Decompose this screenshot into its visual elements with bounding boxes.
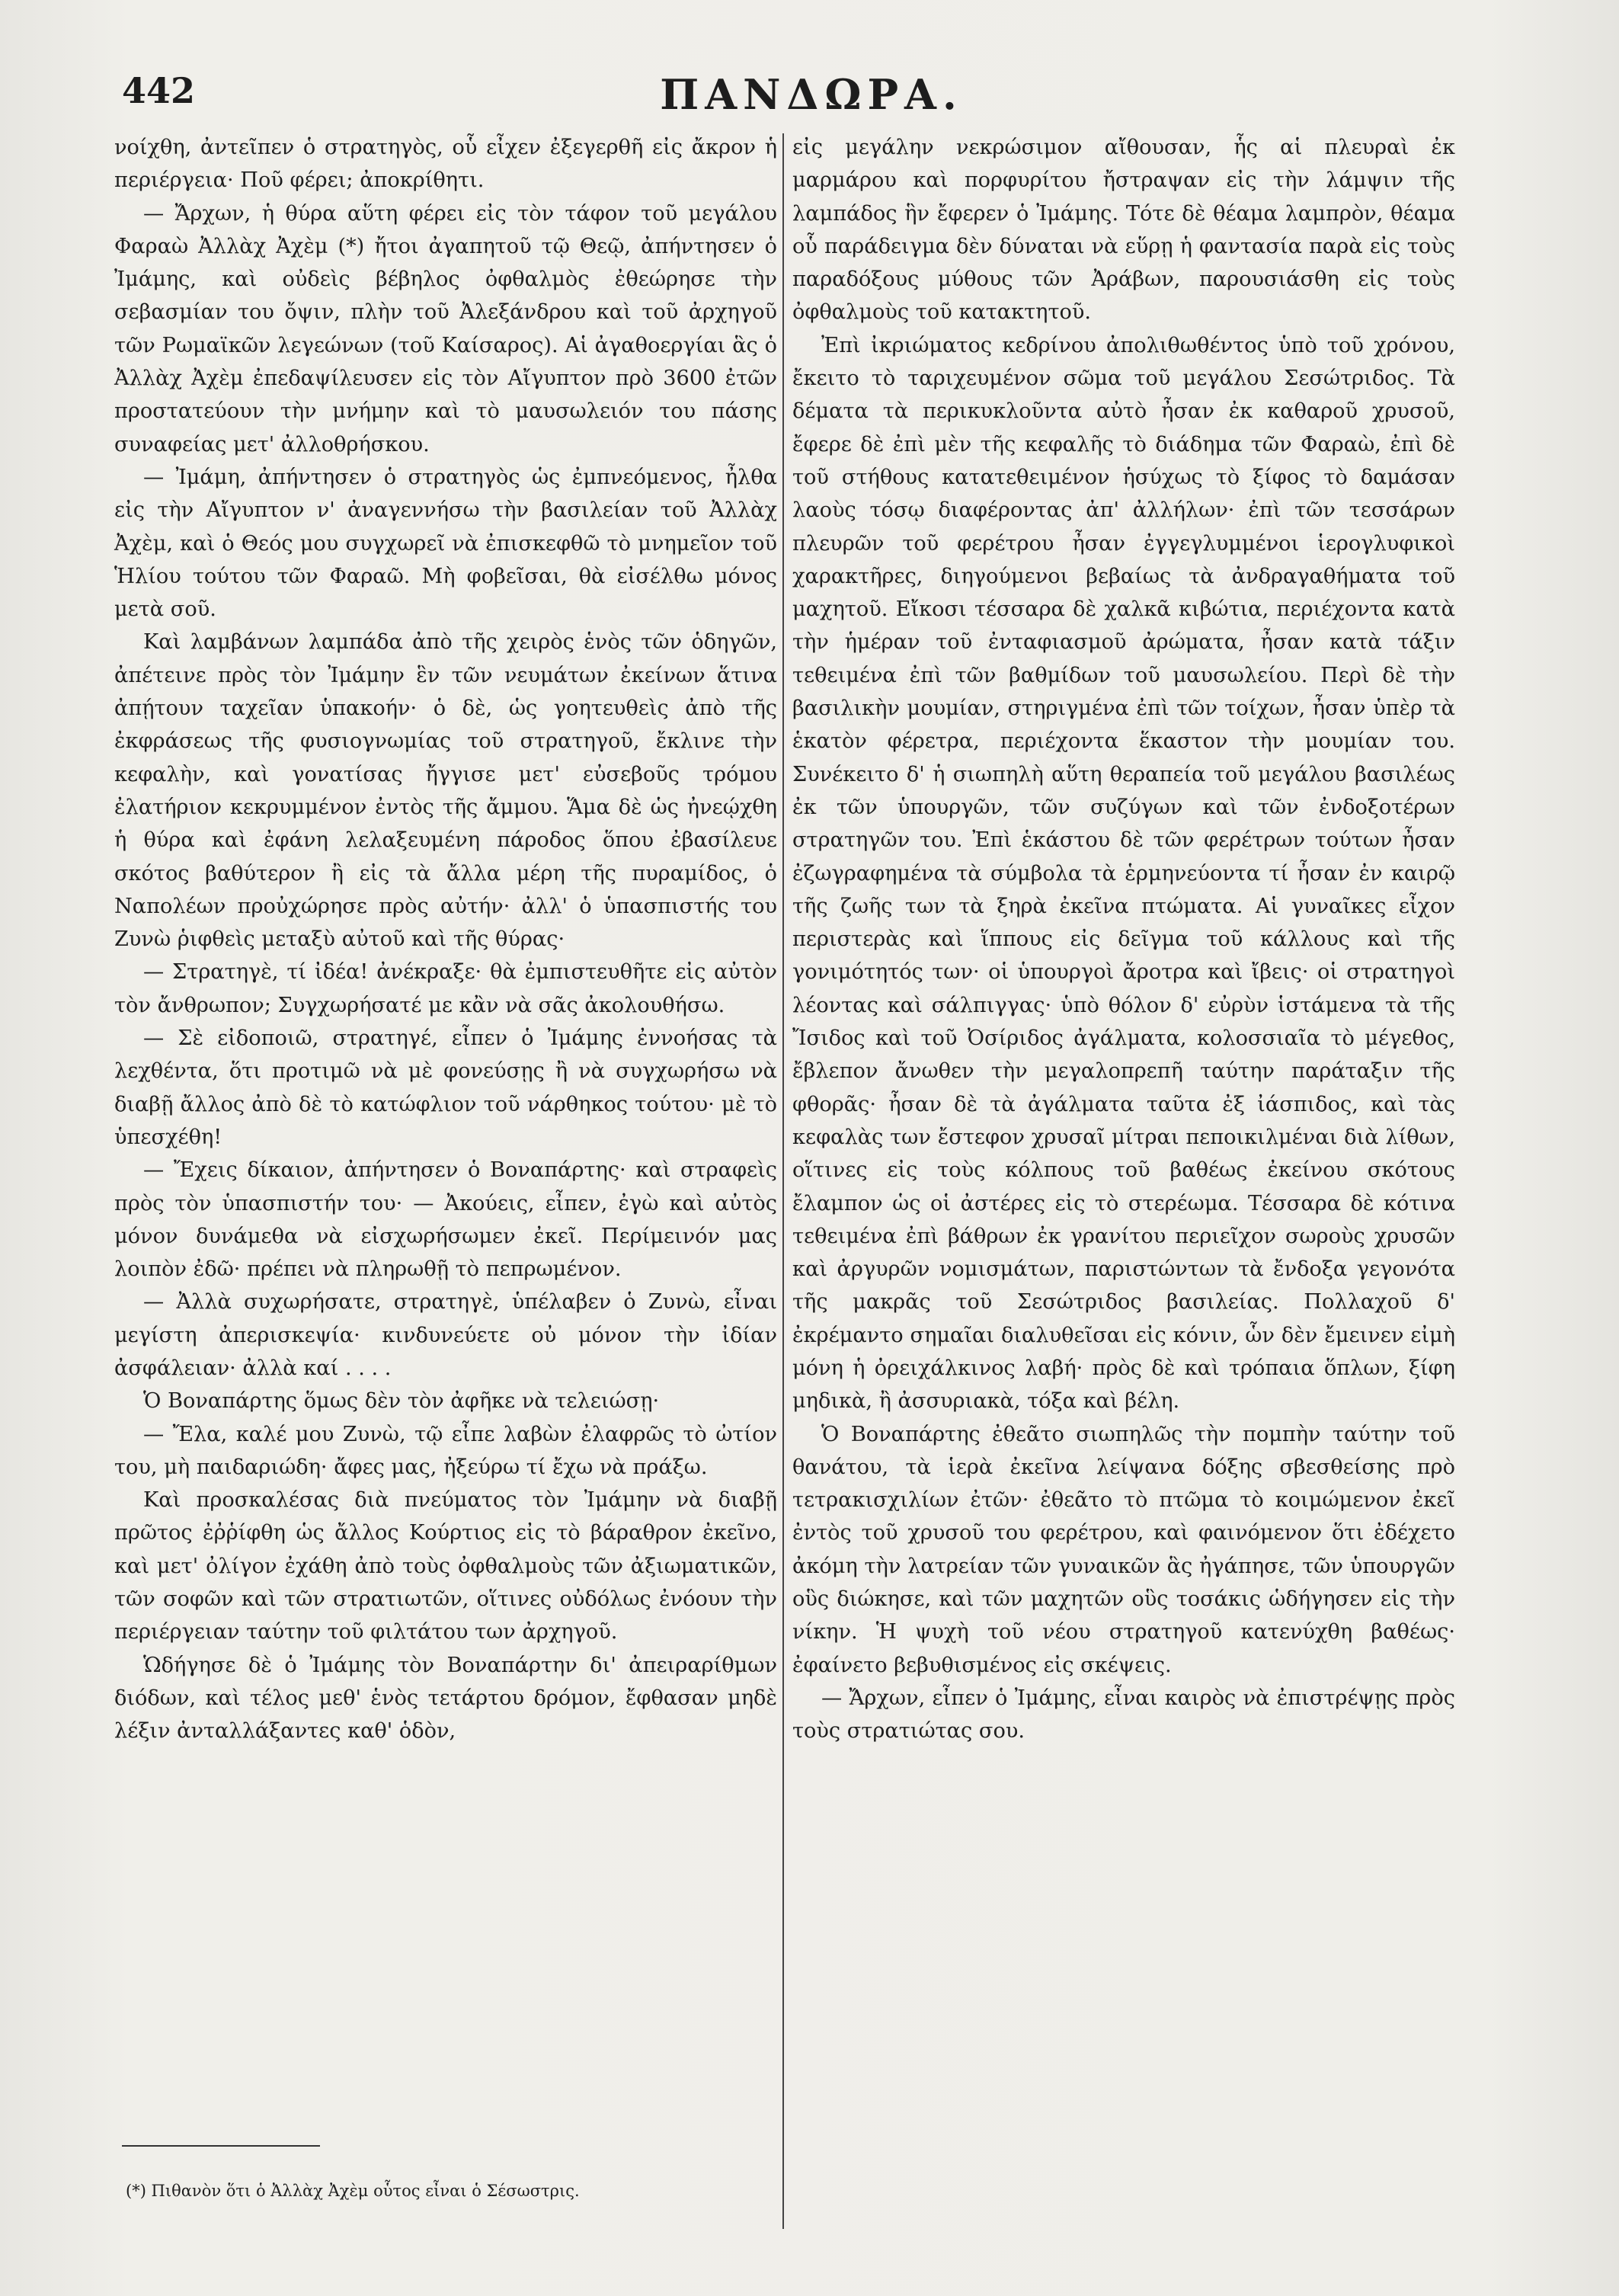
paragraph: — Στρατηγὲ, τί ἰδέα! ἀνέκραξε· θὰ ἐμπιστευθῆτε εἰς αὐτὸν τὸν ἄνθρωπον; Συγχωρήσατέ με κἂν νὰ σᾶς ἀκολουθήσω.: [114, 960, 777, 1017]
page-number: 442: [122, 70, 196, 111]
paragraph: Ὁ Βοναπάρτης ἐθεᾶτο σιωπηλῶς τὴν πομπὴν ταύτην τοῦ θανάτου, τὰ ἱερὰ ἐκεῖνα λείψανα δόξης σβεσθείσης πρὸ τετρακισχιλίων ἐτῶν· ἐθεᾶτο τὸ πτῶμα τὸ κοιμώμενον ἐκεῖ ἐντὸς τοῦ χρυσοῦ του φερέτρου, καὶ φαινόμενον ὅτι ἐδέχετο ἀκόμη τὴν λατρείαν τῶν γυναικῶν ἃς ἠγάπησε, τῶν ὑπουργῶν οὓς διώκησε, καὶ τῶν μαχητῶν οὓς τοσάκις ὡδήγησεν εἰς τὴν νίκην. Ἡ ψυχὴ τοῦ νέου στρατηγοῦ κατενύχθη βαθέως· ἐφαίνετο βεβυθισμένος εἰς σκέψεις.: [792, 1422, 1455, 1677]
column-divider: [782, 133, 784, 2229]
footnote-rule: [122, 2145, 320, 2147]
paragraph: Ὁ Βοναπάρτης ὅμως δὲν τὸν ἀφῆκε νὰ τελειώσῃ·: [143, 1389, 660, 1414]
paragraph: Ὡδήγησε δὲ ὁ Ἰμάμης τὸν Βοναπάρτην δι' ἀπειραρίθμων διόδων, καὶ τέλος μεθ' ἑνὸς τετάρτου δρόμον, ἔφθασαν μηδὲ λέξιν ἀνταλλάξαντες καθ' ὁδὸν,: [114, 1653, 777, 1744]
paragraph: — Σὲ εἰδοποιῶ, στρατηγέ, εἶπεν ὁ Ἰμάμης ἐννοήσας τὰ λεχθέντα, ὅτι προτιμῶ νὰ μὲ φονεύσῃς ἢ νὰ συγχωρήσω νὰ διαβῇ ἄλλος ἀπὸ δὲ τὸ κατώφλιον τοῦ νάρθηκος τούτου· μὲ τὸ ὑπεσχέθη!: [114, 1026, 777, 1149]
paragraph-continued: νοίχθη, ἀντεῖπεν ὁ στρατηγὸς, οὗ εἶχεν ἐξεγερθῆ εἰς ἄκρον ἡ περιέργεια· Ποῦ φέρει; ἀποκρίθητι.: [114, 136, 777, 193]
paragraph: Καὶ προσκαλέσας διὰ πνεύματος τὸν Ἰμάμην νὰ διαβῇ πρῶτος ἐῤῥίφθη ὡς ἄλλος Κούρτιος εἰς τὸ βάραθρον ἐκεῖνο, καὶ μετ' ὀλίγον ἐχάθη ἀπὸ τοὺς ὀφθαλμοὺς τῶν ἀξιωματικῶν, τῶν σοφῶν καὶ τῶν στρατιωτῶν, οἵτινες οὐδόλως ἐνόουν τὴν περιέργειαν ταύτην τοῦ φιλτάτου των ἀρχηγοῦ.: [114, 1488, 777, 1644]
paragraph: — Ἄρχων, εἶπεν ὁ Ἰμάμης, εἶναι καιρὸς νὰ ἐπιστρέψῃς πρὸς τοὺς στρατιώτας σου.: [792, 1686, 1455, 1744]
paragraph: — Ἰμάμη, ἀπήντησεν ὁ στρατηγὸς ὡς ἐμπνεόμενος, ἦλθα εἰς τὴν Αἴγυπτον ν' ἀναγεννήσω τὴν βασιλείαν τοῦ Ἀλλὰχ Ἀχὲμ, καὶ ὁ Θεός μου συγχωρεῖ νὰ ἐπισκεφθῶ τὸ μνημεῖον τοῦ Ἡλίου τούτου τῶν Φαραῶ. Μὴ φοβεῖσαι, θὰ εἰσέλθω μόνος μετὰ σοῦ.: [114, 465, 777, 622]
footnote: (*) Πιθανὸν ὅτι ὁ Ἀλλὰχ Ἀχὲμ οὗτος εἶναι ὁ Σέσωστρις.: [126, 2182, 580, 2200]
paragraph: Καὶ λαμβάνων λαμπάδα ἀπὸ τῆς χειρὸς ἑνὸς τῶν ὁδηγῶν, ἀπέτεινε πρὸς τὸν Ἰμάμην ἓν τῶν νευμάτων ἐκείνων ἅτινα ἀπῄτουν ταχεῖαν ὑπακοήν· ὁ δὲ, ὡς γοητευθεὶς ἀπὸ τῆς ἐκφράσεως τῆς φυσιογνωμίας τοῦ στρατηγοῦ, ἔκλινε τὴν κεφαλὴν, καὶ γονατίσας ἤγγισε μετ' εὐσεβοῦς τρόμου ἐλατήριον κεκρυμμένον ἐντὸς τῆς ἄμμου. Ἅμα δὲ ὡς ἠνεῴχθη ἡ θύρα καὶ ἐφάνη λελαξευμένη πάροδος ὅπου ἐβασίλευε σκότος βαθύτερον ἢ εἰς τὰ ἄλλα μέρη τῆς πυραμίδος, ὁ Ναπολέων προὐχώρησε πρὸς αὐτήν· ἀλλ' ὁ ὑπασπιστής του Ζυνὼ ῥιφθεὶς μεταξὺ αὐτοῦ καὶ τῆς θύρας·: [114, 630, 777, 952]
left-column: [114, 131, 777, 1748]
page-header: [114, 70, 1509, 123]
paragraph: Ἐπὶ ἰκριώματος κεδρίνου ἀπολιθωθέντος ὑπὸ τοῦ χρόνου, ἔκειτο τὸ ταριχευμένον σῶμα τοῦ μεγάλου Σεσώτριδος. Τὰ δέματα τὰ περικυκλοῦντα αὐτὸ ἦσαν ἐκ καθαροῦ χρυσοῦ, ἔφερε δὲ ἐπὶ μὲν τῆς κεφαλῆς τὸ διάδημα τῶν Φαραὼ, ἐπὶ δὲ τοῦ στήθους κατατεθειμένον ἡσύχως τὸ ξίφος τὸ δαμάσαν λαοὺς τόσῳ διαφέροντας ἀπ' ἀλλήλων· ἐπὶ τῶν τεσσάρων πλευρῶν τοῦ φερέτρου ἦσαν ἐγγεγλυμμένοι ἱερογλυφικοὶ χαρακτῆρες, διηγούμενοι βεβαίως τὰ ἀνδραγαθήματα τοῦ μαχητοῦ. Εἴκοσι τέσσαρα δὲ χαλκᾶ κιβώτια, περιέχοντα κατὰ τὴν ἡμέραν τοῦ ἐνταφιασμοῦ ἀρώματα, ἦσαν κατὰ τάξιν τεθειμένα ἐπὶ τῶν βαθμίδων τοῦ μαυσωλείου. Περὶ δὲ τὴν βασιλικὴν μουμίαν, στηριγμένα ἐπὶ τῶν τοίχων, ἦσαν ὑπὲρ τὰ ἑκατὸν φέρετρα, περιέχοντα ἕκαστον τὴν μουμίαν του. Συνέκειτο δ' ἡ σιωπηλὴ αὕτη θεραπεία τοῦ μεγάλου βασιλέως ἐκ τῶν ὑπουργῶν, τῶν συζύγων καὶ τῶν ἐνδοξοτέρων στρατηγῶν του. Ἐπὶ ἑκάστου δὲ τῶν φερέτρων τούτων ἦσαν ἐζωγραφημένα τὰ σύμβολα τὰ ἑρμηνεύοντα τί ἦσαν ἐν καιρῷ τῆς ζωῆς των τὰ ξηρὰ ἐκεῖνα πτώματα. Αἱ γυναῖκες εἶχον περιστερὰς καὶ ἵππους εἰς δεῖγμα τοῦ κάλλους καὶ τῆς γονιμότητός των· οἱ ὑπουργοὶ ἄροτρα καὶ ἴβεις· οἱ στρατηγοὶ λέοντας καὶ σάλπιγγας· ὑπὸ θόλον δ' εὐρὺν ἱστάμενα τὰ τῆς Ἴσιδος καὶ τοῦ Ὀσίριδος ἀγάλματα, κολοσσιαῖα τὸ μέγεθος, ἔβλεπον ἄνωθεν τὴν μεγαλοπρεπῆ ταύτην παράταξιν τῆς φθορᾶς· ἦσαν δὲ τὰ ἀγάλματα ταῦτα ἐξ ἰάσπιδος, καὶ τὰς κεφαλὰς των ἔστεφον χρυσαῖ μίτραι πεποικιλμέναι διὰ λίθων, οἵτινες εἰς τοὺς κόλπους τοῦ βαθέως ἐκείνου σκότους ἔλαμπον ὡς οἱ ἀστέρες εἰς τὸ στερέωμα. Τέσσαρα δὲ κότινα τεθειμένα ἐπὶ βάθρων ἐκ γρανίτου περιεῖχον σωροὺς χρυσῶν καὶ ἀργυρῶν νομισμάτων, παριστώντων τὰ ἔνδοξα γεγονότα τῆς μακρᾶς τοῦ Σεσώτριδος βασιλείας. Πολλαχοῦ δ' ἐκρέμαντο σημαῖαι διαλυθεῖσαι εἰς κόνιν, ὧν δὲν ἔμεινεν εἰμὴ μόνη ἡ ὀρειχάλκινος λαβή· πρὸς δὲ καὶ τρόπαια ὅπλων, ξίφη μηδικὰ, ἢ ἀσσυριακὰ, τόξα καὶ βέλη.: [792, 333, 1455, 1414]
paragraph: — Ἄρχων, ἡ θύρα αὕτη φέρει εἰς τὸν τάφον τοῦ μεγάλου Φαραὼ Ἀλλὰχ Ἀχὲμ (*) ἤτοι ἀγαπητοῦ τῷ Θεῷ, ἀπήντησεν ὁ Ἰμάμης, καὶ οὐδεὶς βέβηλος ὀφθαλμὸς ἐθεώρησε τὴν σεβασμίαν του ὄψιν, πλὴν τοῦ Ἀλεξάνδρου καὶ τοῦ ἀρχηγοῦ τῶν Ρωμαϊκῶν λεγεώνων (τοῦ Καίσαρος). Αἱ ἀγαθοεργίαι ἃς ὁ Ἀλλὰχ Ἀχὲμ ἐπεδαψίλευσεν εἰς τὸν Αἴγυπτον πρὸ 3600 ἐτῶν προστατεύουν τὴν μνήμην καὶ τὸ μαυσωλειόν του πάσης συναφείας μετ' ἀλλοθρήσκου.: [114, 201, 777, 456]
paragraph-continued: εἰς μεγάλην νεκρώσιμον αἴθουσαν, ἧς αἱ πλευραὶ ἐκ μαρμάρου καὶ πορφυρίτου ἤστραψαν εἰς τὴν λάμψιν τῆς λαμπάδος ἣν ἔφερεν ὁ Ἰμάμης. Τότε δὲ θέαμα λαμπρὸν, θέαμα οὗ παράδειγμα δὲν δύναται νὰ εὕρῃ ἡ φαντασία παρὰ εἰς τοὺς παραδόξους μύθους τῶν Ἀράβων, παρουσιάσθη εἰς τοὺς ὀφθαλμοὺς τοῦ κατακτητοῦ.: [792, 136, 1455, 325]
paragraph: — Ἔλα, καλέ μου Ζυνὼ, τῷ εἶπε λαβὼν ἐλαφρῶς τὸ ὠτίον του, μὴ παιδαριώδη· ἄφες μας, ἠξεύρω τί ἔχω νὰ πράξω.: [114, 1422, 777, 1479]
journal-title: ΠΑΝΔΩΡΑ.: [660, 70, 963, 119]
paragraph: — Ἔχεις δίκαιον, ἀπήντησεν ὁ Βοναπάρτης· καὶ στραφεὶς πρὸς τὸν ὑπασπιστήν του· — Ἀκούεις, εἶπεν, ἐγὼ καὶ αὐτὸς μόνον δυνάμεθα νὰ εἰσχωρήσωμεν ἐκεῖ. Περίμεινόν μας λοιπὸν ἐδῶ· πρέπει νὰ πληρωθῇ τὸ πεπρωμένον.: [114, 1158, 777, 1282]
right-column: [792, 131, 1455, 1748]
paragraph: — Ἀλλὰ συχωρήσατε, στρατηγὲ, ὑπέλαβεν ὁ Ζυνὼ, εἶναι μεγίστη ἀπερισκεψία· κινδυνεύετε οὐ μόνον τὴν ἰδίαν ἀσφάλειαν· ἀλλὰ καί . . . .: [114, 1290, 777, 1380]
